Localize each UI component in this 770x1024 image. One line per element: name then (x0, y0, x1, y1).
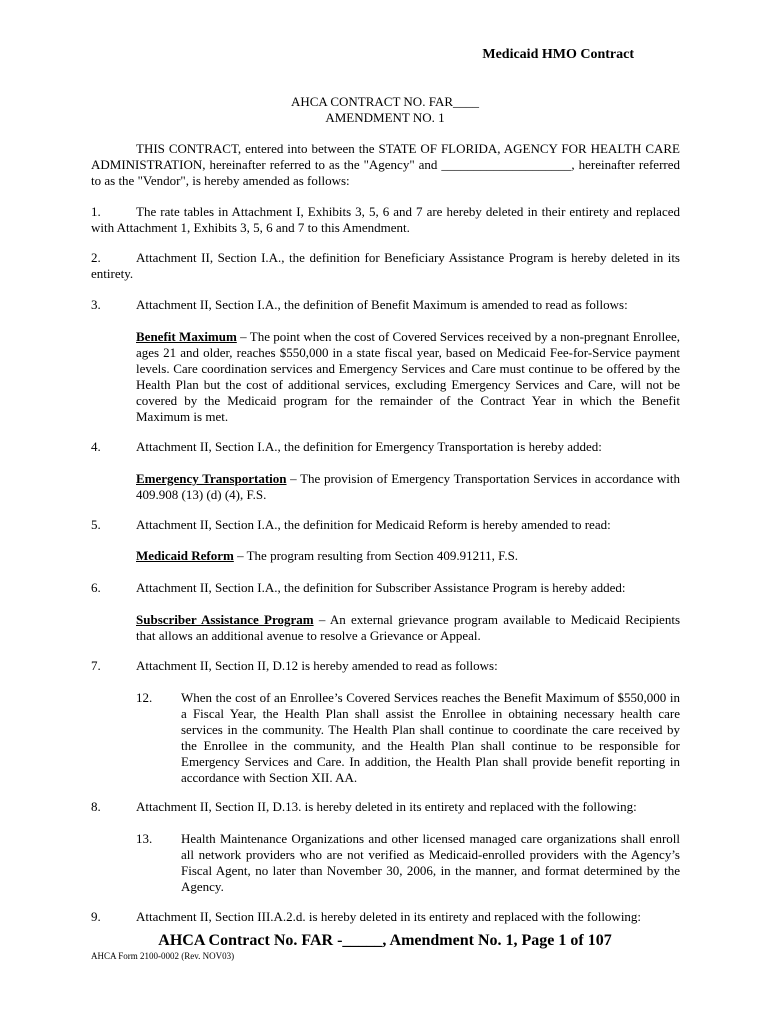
list-item (91, 517, 680, 533)
sub-item-text: Health Maintenance Organizations and other licensed managed care organizations shall enroll all network providers who are not verified as Medicaid-enrolled providers with the Agency’s Fiscal Agent, no later than November 30, 2006, in the manner, and format determined by the Agency. (181, 831, 680, 894)
intro-paragraph (91, 141, 680, 189)
definition-block (136, 471, 680, 503)
list-item (91, 580, 680, 596)
definition-text: – The program resulting from Section 409.91211, F.S. (233, 548, 519, 563)
list-item (91, 909, 680, 925)
item-number: 7. (91, 658, 101, 673)
document-header-title: Medicaid HMO Contract (482, 47, 634, 62)
item-text: Attachment II, Section I.A., the definition for Subscriber Assistance Program is hereby added: (136, 580, 626, 595)
item-text: Attachment II, Section I.A., the definition of Benefit Maximum is amended to read as follows: (136, 297, 628, 312)
item-text: Attachment II, Section II, D.13. is hereby deleted in its entirety and replaced with the following: (136, 799, 637, 814)
list-item (91, 297, 680, 313)
amendment-number: AMENDMENT NO. 1 (325, 110, 445, 125)
item-number: 3. (91, 297, 101, 312)
definition-text: – The provision of Emergency Transportation Services in accordance with 409.908 (13) (d) (4), F.S. (136, 471, 680, 502)
item-number: 6. (91, 580, 101, 595)
contract-number: AHCA CONTRACT NO. FAR____ (290, 94, 480, 109)
sub-item-number: 13. (136, 831, 153, 846)
page-footer-title: AHCA Contract No. FAR -_____, Amendment No. 1, Page 1 of 107 (158, 932, 612, 949)
sub-item-text: When the cost of an Enrollee’s Covered Services reaches the Benefit Maximum of $550,000 in a Fiscal Year, the Health Plan shall assist the Enrollee in obtaining necessary health care services in the community. The Health Plan shall continue to coordinate the care received by the Enrollee in the community, and the Health Plan shall continue to be responsible for Emergency Services and Care. In addition, the Health Plan shall provide benefit reporting in accordance with Section XII. AA. (181, 690, 680, 785)
list-item (91, 250, 680, 282)
item-text: Attachment II, Section III.A.2.d. is hereby deleted in its entirety and replaced with the following: (136, 909, 642, 924)
sub-item (136, 831, 680, 895)
sub-item-number: 12. (136, 690, 153, 705)
item-number: 1. (91, 204, 101, 219)
definition-term: Emergency Transportation (136, 471, 287, 486)
item-text: Attachment II, Section I.A., the definition for Medicaid Reform is hereby amended to read: (136, 517, 611, 532)
sub-item (136, 690, 680, 786)
definition-block (136, 612, 680, 644)
list-item (91, 439, 680, 455)
item-text: The rate tables in Attachment I, Exhibits 3, 5, 6 and 7 are hereby deleted in their entirety and replaced with Attachment 1, Exhibits 3, 5, 6 and 7 to this Amendment. (91, 204, 680, 235)
definition-text: – The point when the cost of Covered Services received by a non-pregnant Enrollee, ages 21 and older, reaches $550,000 in a state fiscal year, based on Medicaid Fee-for-Service payment levels. Care coordination services and Emergency Services and Care must continue to be offered by the Health Plan but the cost of additional services, excluding Emergency Services and Care, will not be covered by the Medicaid program for the remainder of the Contract Year in which the Benefit Maximum is met. (136, 329, 680, 424)
definition-term: Medicaid Reform (136, 548, 234, 563)
item-number: 9. (91, 909, 101, 924)
item-number: 4. (91, 439, 101, 454)
item-number: 5. (91, 517, 101, 532)
item-text: Attachment II, Section I.A., the definition for Emergency Transportation is hereby added: (136, 439, 602, 454)
item-text: Attachment II, Section I.A., the definition for Beneficiary Assistance Program is hereby deleted in its entirety. (91, 250, 680, 281)
item-number: 8. (91, 799, 101, 814)
list-item (91, 658, 680, 674)
intro-text: THIS CONTRACT, entered into between the STATE OF FLORIDA, AGENCY FOR HEALTH CARE ADMINISTRATION, hereinafter referred to as the "Agency" and ____________________, hereinafter referred to as the "Vendor", is hereby amended as follows: (91, 141, 680, 188)
item-text: Attachment II, Section II, D.12 is hereby amended to read as follows: (136, 658, 498, 673)
definition-block (136, 329, 680, 425)
definition-term: Subscriber Assistance Program (136, 612, 314, 627)
form-number: AHCA Form 2100-0002 (Rev. NOV03) (91, 951, 235, 961)
definition-block (136, 548, 680, 564)
definition-text: – An external grievance program available to Medicaid Recipients that allows an additional avenue to resolve a Grievance or Appeal. (136, 612, 680, 643)
definition-term: Benefit Maximum (136, 329, 237, 344)
list-item (91, 204, 680, 236)
item-number: 2. (91, 250, 101, 265)
list-item (91, 799, 680, 815)
